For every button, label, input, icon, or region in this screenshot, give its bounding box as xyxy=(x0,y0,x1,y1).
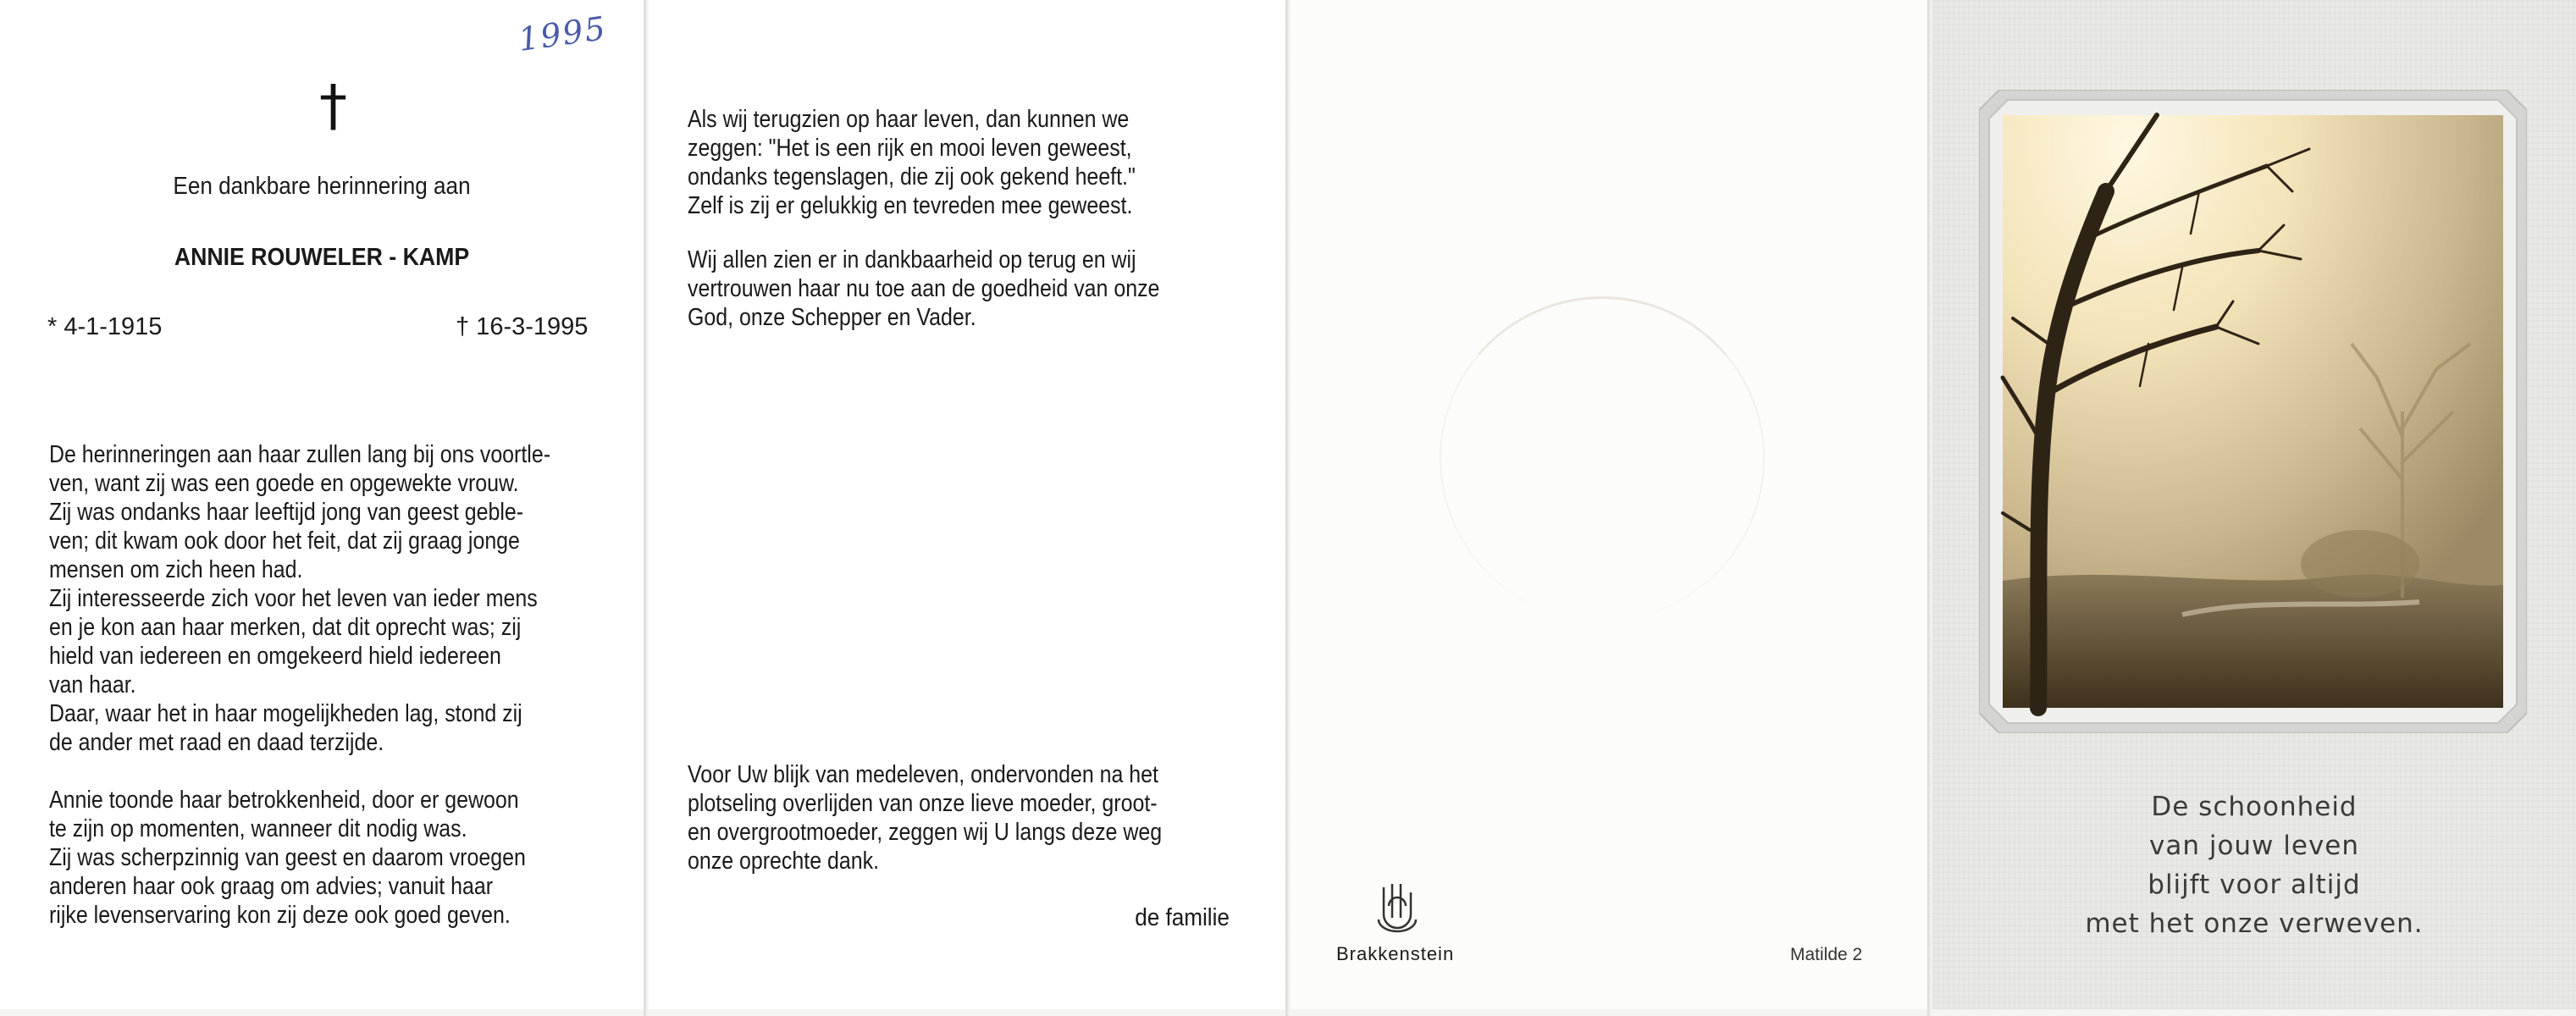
publisher-name: Brakkenstein xyxy=(1336,943,1455,964)
cross-icon: † xyxy=(319,73,347,138)
photo-frame xyxy=(1979,90,2527,733)
poem-line: De schoonheid xyxy=(2151,792,2358,822)
poem-line: met het onze verweven. xyxy=(2085,908,2424,939)
card-panel-front-text xyxy=(0,0,644,1009)
card-fold xyxy=(1285,0,1289,1016)
deceased-name: ANNIE ROUWELER - KAMP xyxy=(174,244,470,271)
memorial-paragraph: Wij allen zien er in dankbaarheid op terug en wij vertrouwen haar nu toe aan de goedheid van onze God, onze Schepper en Vader. xyxy=(688,246,1160,331)
paper-stain xyxy=(1440,296,1765,621)
thank-you-paragraph: Voor Uw blijk van medeleven, ondervonden na het plotseling overlijden van onze lieve moeder, groot- en overgrootmoeder, zeggen wij U langs deze weg onze oprechte dank. xyxy=(688,761,1163,875)
death-date: † 16-3-1995 xyxy=(456,313,589,340)
birth-date: * 4-1-1915 xyxy=(47,313,163,340)
design-code: Matilde 2 xyxy=(1790,945,1863,964)
memorial-paragraph: Als wij terugzien op haar leven, dan kunnen we zeggen: "Het is een rijk en mooi leven geweest, ondanks tegenslagen, die zij ook gekend heeft." Zelf is zij er gelukkig en tevreden mee geweest. xyxy=(688,106,1136,219)
memorial-poem xyxy=(1932,787,2576,943)
publisher-logo-icon xyxy=(1372,881,1423,940)
misty-tree-photo xyxy=(1979,90,2527,733)
family-signoff: de familie xyxy=(1135,904,1230,931)
poem-line: blijft voor altijd xyxy=(2148,870,2361,900)
handwritten-year: 1995 xyxy=(516,8,610,59)
poem-line: van jouw leven xyxy=(2148,831,2360,861)
memorial-paragraph: Annie toonde haar betrokkenheid, door er gewoon te zijn op momenten, wanneer dit nodig was. Zij was scherpzinnig van geest en daarom vroegen anderen haar ook graag om advies; vanuit haar rijke levenservaring kon zij deze ook goed geven. xyxy=(49,787,526,929)
card-fold xyxy=(644,0,647,1016)
memorial-paragraph: De herinneringen aan haar zullen lang bij ons voortle- ven, want zij was een goede en opgewekte vrouw. Zij was ondanks haar leeftijd jong van geest geble- ven; dit kwam ook door het feit, dat zij graag jonge mensen om zich heen had. Zij interesseerde zich voor het leven van ieder mens en je kon aan haar merken, dat dit oprecht was; zij hield van iedereen en omgekeerd hield iedereen van haar. Daar, waar het in haar mogelijkheden lag, stond zij de ander met raad en daad terzijde. xyxy=(49,441,551,756)
memorial-intro: Een dankbare herinnering aan xyxy=(173,173,471,200)
card-fold xyxy=(1927,0,1931,1016)
